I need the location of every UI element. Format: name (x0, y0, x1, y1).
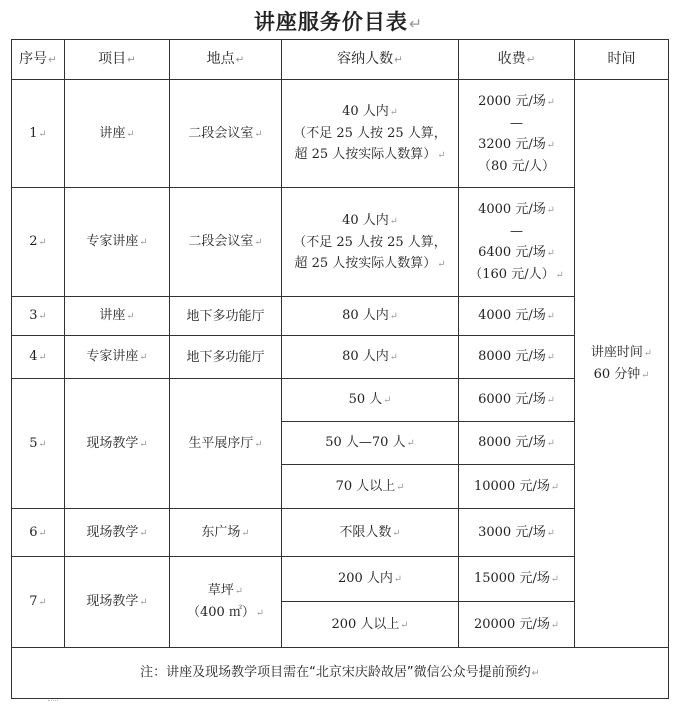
row-place: 东广场↵ (170, 509, 282, 557)
row-capacity: 200 人以上↵ (282, 602, 459, 648)
header-item: 项目↵ (65, 40, 170, 80)
row-capacity: 不限人数↵ (282, 509, 459, 557)
row-item: 现场教学↵ (65, 557, 170, 648)
table-row (12, 80, 669, 188)
row-no: 2↵ (12, 188, 65, 297)
row-item: 讲座↵ (65, 297, 170, 336)
row-place: 草坪↵ （400 ㎡）↵ (170, 557, 282, 648)
row-item: 专家讲座↵ (65, 336, 170, 379)
row-place: 二段会议室↵ (170, 188, 282, 297)
table-row (12, 297, 669, 336)
row-no: 1↵ (12, 80, 65, 188)
row-fee: 2000 元/场↵ — 3200 元/场↵ （80 元/人） (459, 80, 575, 188)
row-item: 现场教学↵ (65, 509, 170, 557)
row-no: 6↵ (12, 509, 65, 557)
price-table (11, 39, 669, 699)
note-text: 注：讲座及现场教学项目需在“北京宋庆龄故居”微信公众号提前预约↵ (12, 648, 669, 699)
table-header-row (12, 40, 669, 80)
row-place: 地下多功能厅 (170, 297, 282, 336)
row-fee: 4000 元/场↵ — 6400 元/场↵ （160 元/人）↵ (459, 188, 575, 297)
row-no: 5↵ (12, 379, 65, 509)
note-row (12, 648, 669, 699)
row-fee: 6000 元/场↵ (459, 379, 575, 422)
row-place: 地下多功能厅 (170, 336, 282, 379)
row-capacity: 50 人—70 人↵ (282, 422, 459, 465)
row-item: 现场教学↵ (65, 379, 170, 509)
header-place: 地点↵ (170, 40, 282, 80)
row-capacity: 70 人以上↵ (282, 465, 459, 509)
row-capacity: 200 人内↵ (282, 557, 459, 602)
row-fee: 8000 元/场↵ (459, 336, 575, 379)
table-row (12, 188, 669, 297)
table-row (12, 509, 669, 557)
row-no: 4↵ (12, 336, 65, 379)
row-fee: 4000 元/场↵ (459, 297, 575, 336)
row-no: 3↵ (12, 297, 65, 336)
row-place: 二段会议室↵ (170, 80, 282, 188)
row-capacity: 50 人↵ (282, 379, 459, 422)
time-cell: 讲座时间↵ 60 分钟↵ (575, 80, 669, 648)
header-fee: 收费↵ (459, 40, 575, 80)
row-fee: 10000 元/场↵ (459, 465, 575, 509)
table-row (12, 557, 669, 602)
header-time: 时间 (575, 40, 669, 80)
header-no: 序号↵ (12, 40, 65, 80)
page-title: 讲座服务价目表↵ (253, 10, 424, 34)
header-capacity: 容纳人数↵ (282, 40, 459, 80)
row-fee: 15000 元/场↵ (459, 557, 575, 602)
row-fee: 3000 元/场↵ (459, 509, 575, 557)
row-no: 7↵ (12, 557, 65, 648)
row-place: 生平展序厅↵ (170, 379, 282, 509)
bottom-marker (48, 700, 58, 703)
row-capacity: 80 人内↵ (282, 297, 459, 336)
row-fee: 8000 元/场↵ (459, 422, 575, 465)
row-item: 专家讲座↵ (65, 188, 170, 297)
table-row (12, 336, 669, 379)
row-item: 讲座↵ (65, 80, 170, 188)
table-row (12, 379, 669, 422)
row-capacity: 80 人内↵ (282, 336, 459, 379)
row-capacity: 40 人内↵ （不足 25 人按 25 人算， 超 25 人按实际人数算）↵ (282, 80, 459, 188)
row-capacity: 40 人内↵ （不足 25 人按 25 人算， 超 25 人按实际人数算）↵ (282, 188, 459, 297)
row-fee: 20000 元/场↵ (459, 602, 575, 648)
